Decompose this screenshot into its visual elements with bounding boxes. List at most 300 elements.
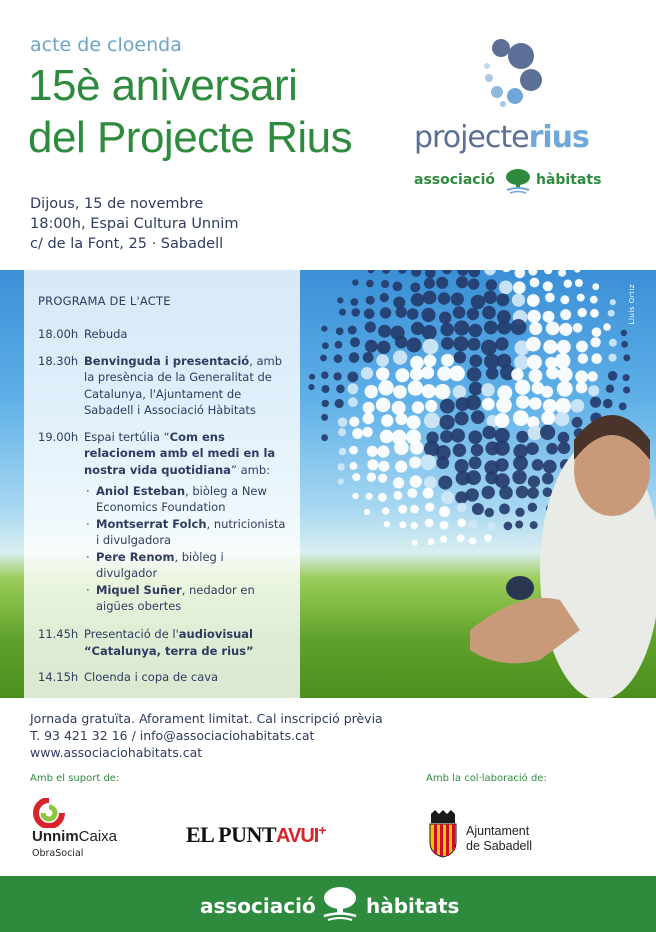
bubble: [555, 398, 571, 414]
bubble: [440, 399, 455, 414]
projecte-rius-wordmark: [414, 120, 589, 155]
bubble: [515, 508, 524, 517]
program-heading: PROGRAMA DE L'ACTE: [38, 294, 171, 308]
bubble: [496, 397, 512, 413]
bubble: [529, 535, 536, 542]
registration-note: Jornada gratuïta. Aforament limitat. Cal inscripció prèvia: [30, 711, 383, 726]
bubble: [530, 278, 540, 288]
bubble: [454, 320, 469, 335]
bubble: [606, 385, 614, 393]
bubble: [573, 323, 583, 333]
bubble: [436, 277, 448, 289]
header: [0, 0, 656, 270]
bubble: [455, 459, 469, 473]
bubble: [558, 270, 566, 277]
projecte-rius-logo: [410, 36, 610, 166]
bubble: [495, 458, 508, 471]
bubble: [482, 426, 496, 440]
bubble: [423, 291, 437, 305]
bubble: [407, 488, 417, 498]
bubble: [338, 478, 344, 484]
speaker-name: Miquel Suñer: [96, 583, 182, 597]
bubble: [546, 443, 558, 455]
bubble: [516, 486, 529, 499]
bubble: [451, 428, 465, 442]
bubble: [543, 340, 557, 354]
bubble: [623, 374, 630, 381]
bubble: [336, 327, 344, 335]
speaker-item: [84, 517, 286, 548]
bubble: [350, 298, 358, 306]
bubble: [575, 370, 588, 383]
bubble: [435, 384, 451, 400]
ajuntament-sabadell-logo: [426, 808, 586, 868]
bubble: [482, 486, 495, 499]
bubble: [424, 278, 435, 289]
bubble: [363, 402, 375, 414]
bubble: [527, 310, 540, 323]
bubble: [349, 352, 360, 363]
bubble: [335, 341, 343, 349]
bubble: [440, 521, 449, 530]
bubble: [513, 456, 528, 471]
bubble: [558, 367, 573, 382]
unnim-word: Unnim: [32, 828, 79, 845]
bubble: [457, 503, 467, 513]
bubble: [467, 367, 482, 382]
bubble: [546, 367, 559, 380]
bubble: [485, 508, 494, 517]
bubble: [528, 270, 537, 276]
bubble: [421, 308, 435, 322]
bubble: [424, 476, 437, 489]
bubble: [608, 354, 616, 362]
bubble: [469, 324, 482, 337]
bubble: [352, 428, 363, 439]
bubble: [425, 400, 437, 412]
associacio-word: associació: [414, 172, 495, 188]
bubble: [469, 382, 483, 396]
bubble: [621, 330, 627, 336]
bubble: [380, 307, 391, 318]
bubble: [526, 337, 541, 352]
bubble: [529, 322, 542, 335]
bubble: [495, 337, 508, 350]
bubble: [382, 270, 390, 274]
bubble: [469, 456, 482, 469]
support-label: Amb el suport de:: [30, 773, 120, 784]
bubble: [338, 417, 348, 427]
bubble: [351, 308, 360, 317]
bubble: [321, 414, 328, 421]
program-item: [38, 429, 286, 617]
bubble: [422, 384, 436, 398]
bubble: [382, 507, 389, 514]
bubble: [578, 353, 588, 363]
bubble: [528, 476, 540, 488]
bubble: [484, 321, 498, 335]
unnim-caixa-name: [32, 828, 117, 845]
program-rest: , amb la presència de la Generalitat de Catalunya, l'Ajuntament de Sabadell i Associació Hàbitats: [84, 353, 283, 417]
bubble: [543, 460, 557, 474]
bubble: [468, 520, 478, 530]
program-item: [38, 669, 286, 686]
bubble: [396, 306, 407, 317]
bubble: [440, 323, 454, 337]
bubble: [577, 294, 585, 302]
program-item: [38, 353, 286, 419]
footer-habitats-word: hàbitats: [366, 894, 460, 918]
coat-of-arms-icon: [428, 810, 458, 858]
bubble: [393, 282, 403, 292]
bubble: [367, 459, 378, 470]
bubble: [412, 401, 424, 413]
bubble: [495, 413, 510, 428]
bubble: [441, 491, 454, 504]
bubble: [368, 270, 375, 273]
bubble: [399, 521, 406, 528]
program-time: 14.15h: [38, 670, 79, 684]
bubble: [486, 367, 499, 380]
bubble: [578, 308, 587, 317]
bubble: [457, 270, 468, 276]
bubble: [468, 278, 479, 289]
bubble: [336, 385, 345, 394]
bubble: [409, 457, 421, 469]
bubble: [376, 398, 391, 413]
speaker-role: , biòleg a New Economics Foundation: [96, 484, 267, 514]
plus-icon: +: [318, 822, 326, 838]
bubble: [471, 444, 484, 457]
bubble: [455, 411, 469, 425]
bubble: [572, 417, 583, 428]
bubble: [515, 380, 530, 395]
bubble: [381, 280, 389, 288]
bubble: [499, 281, 513, 295]
bubble: [377, 446, 389, 458]
bubble: [557, 381, 573, 397]
program-pre: Presentació de l': [84, 627, 179, 641]
program-rest: ” amb:: [230, 462, 270, 477]
bubble: [453, 306, 466, 319]
bubble: [501, 270, 511, 272]
bubble: [308, 384, 314, 390]
bubble: [384, 521, 390, 527]
bubble: [603, 399, 613, 409]
bubble: [588, 385, 599, 396]
bubble: [484, 270, 496, 276]
bubble: [378, 474, 387, 483]
bubble: [348, 397, 358, 407]
bubble: [543, 281, 553, 291]
bubble: [363, 352, 374, 363]
speaker-name: Pere Renom: [96, 550, 175, 564]
bubble: [481, 383, 495, 397]
bubble: [410, 475, 422, 487]
bubble: [453, 444, 466, 457]
event-details: [30, 194, 238, 254]
bubble: [425, 519, 434, 528]
caixa-word: Caixa: [78, 828, 118, 845]
bubble: [392, 401, 406, 415]
bubble: [347, 372, 358, 383]
bubble: [499, 504, 510, 515]
bubble: [421, 366, 434, 379]
bubble: [468, 430, 482, 444]
bubble: [608, 371, 618, 381]
bubble: [410, 441, 424, 455]
bubble: [347, 383, 358, 394]
bubble: [621, 341, 628, 348]
bubble: [335, 399, 344, 408]
bubble: [576, 382, 588, 394]
bubble: [500, 534, 508, 542]
bubble: [350, 462, 358, 470]
bubble: [309, 374, 315, 380]
bubble: [512, 470, 526, 484]
speaker-name: Aniol Esteban: [96, 484, 186, 498]
bubble: [349, 446, 358, 455]
bubble: [338, 463, 345, 470]
bubble: [484, 534, 492, 542]
ajuntament-line-2: de Sabadell: [466, 839, 533, 853]
bubble: [380, 430, 394, 444]
ajuntament-line-1: Ajuntament: [466, 824, 530, 838]
bubble: [532, 459, 544, 471]
bubble: [499, 486, 513, 500]
bubble: [454, 351, 466, 363]
bubble: [423, 339, 439, 355]
bubble: [591, 353, 602, 364]
bubble: [337, 297, 343, 303]
bubble: [442, 270, 451, 274]
bubble: [378, 493, 387, 502]
title-line-1: 15è aniversari: [28, 61, 298, 110]
bubble: [574, 270, 581, 273]
bubble: [395, 461, 407, 473]
photo-credit: Lluís Ortiz: [628, 284, 636, 325]
bubble: [398, 270, 407, 274]
speaker-role: , biòleg i divulgador: [96, 550, 224, 580]
speaker-role: , nutricionista i divulgadora: [96, 517, 286, 547]
bubble: [559, 323, 572, 336]
bubble: [592, 327, 602, 337]
bubble: [398, 505, 407, 514]
bubble: [422, 325, 437, 340]
kicker: acte de cloenda: [30, 34, 182, 56]
bubble: [472, 503, 484, 515]
program-text: [84, 626, 286, 659]
bubble: [592, 283, 599, 290]
bubble: [590, 337, 600, 347]
program-time: 18.30h: [38, 353, 79, 368]
bubble: [367, 473, 376, 482]
bubble: [590, 296, 598, 304]
event-address: c/ de la Font, 25 · Sabadell: [30, 236, 224, 252]
bubble: [471, 410, 485, 424]
bubble: [321, 371, 329, 379]
bubble: [529, 369, 543, 383]
bubble: [449, 366, 465, 382]
obra-social: ObraSocial: [32, 848, 84, 859]
avui-word: AVUI: [276, 825, 319, 847]
ajuntament-name: [466, 824, 532, 854]
bubble: [411, 522, 418, 529]
bubble: [564, 280, 572, 288]
bubble: [381, 414, 393, 426]
bubble: [362, 427, 372, 437]
website-link[interactable]: www.associaciohabitats.cat: [30, 745, 203, 760]
bubble: [513, 410, 529, 426]
rius-word: rius: [528, 120, 589, 155]
program-panel: [24, 270, 300, 698]
bubble: [528, 426, 542, 440]
bubble: [410, 282, 420, 292]
bubble: [339, 448, 347, 456]
bubble: [527, 294, 540, 307]
bubble: [471, 295, 485, 309]
bubble: [546, 322, 560, 336]
bubble: [378, 325, 391, 338]
bubble: [560, 309, 571, 320]
bubble: [526, 442, 539, 455]
bubble: [497, 294, 510, 307]
bubble: [555, 353, 571, 369]
unnim-swirl-icon: [32, 798, 66, 828]
bubble: [365, 385, 378, 398]
bubble: [530, 521, 538, 529]
bubble: [321, 326, 327, 332]
bubble: [587, 371, 597, 381]
bubble: [468, 338, 481, 351]
bubble: [364, 509, 370, 515]
footer-associacio-word: associació: [200, 894, 316, 918]
bubble: [376, 354, 389, 367]
bubble: [407, 415, 421, 429]
bubble: [378, 380, 393, 395]
bubble: [575, 279, 583, 287]
bubble: [441, 337, 454, 350]
program-time: 19.00h: [38, 429, 79, 444]
bubble: [544, 270, 552, 274]
bubble: [352, 493, 358, 499]
bubble: [590, 397, 601, 408]
bubble: [619, 403, 627, 411]
bubble: [438, 292, 450, 304]
bubble: [364, 309, 375, 320]
unnim-caixa-logo: [30, 798, 170, 862]
bubble: [518, 540, 525, 547]
bubble: [393, 491, 402, 500]
bubble: [510, 319, 526, 335]
bubble: [440, 536, 447, 543]
contact-line: T. 93 421 32 16 / info@associaciohabitats.cat: [30, 728, 315, 743]
bubble: [469, 270, 481, 277]
program-text: [84, 429, 286, 617]
program-item: [38, 326, 286, 343]
bubble: [555, 412, 570, 427]
bubble: [425, 270, 436, 278]
bubble: [558, 432, 570, 444]
bubble: [482, 306, 496, 320]
habitats-word: hàbitats: [536, 172, 602, 188]
program-text: Rebuda: [84, 327, 128, 341]
bubble: [576, 341, 588, 353]
bubble: [494, 440, 509, 455]
program-time: 11.45h: [38, 627, 79, 641]
bubble: [366, 296, 375, 305]
bubble: [339, 309, 346, 316]
bubble: [376, 367, 389, 380]
program-text: Cloenda i copa de cava: [84, 670, 219, 684]
bubble: [411, 270, 421, 277]
bubble: [436, 456, 449, 469]
bubble: [423, 488, 434, 499]
speaker-name: Montserrat Folch: [96, 517, 207, 531]
registration-info: [30, 710, 383, 761]
bubble: [590, 309, 599, 318]
bubble: [377, 341, 390, 354]
bubble: [380, 293, 389, 302]
bubble: [527, 487, 539, 499]
bubble: [352, 279, 358, 285]
event-time-place: 18:00h, Espai Cultura Unnim: [30, 216, 239, 232]
bubble: [558, 442, 570, 454]
bubble: [333, 372, 341, 380]
bubble: [610, 299, 616, 305]
program-pre: Espai tertúlia “: [84, 429, 170, 444]
bubble: [425, 503, 434, 512]
bubble: [543, 399, 557, 413]
bubble: [412, 540, 418, 546]
bubble: [609, 339, 617, 347]
bubble: [420, 455, 436, 471]
bubble: [349, 417, 359, 427]
program-bold: Com ens relacionem amb el medi en la nostra vida quotidiana: [84, 429, 276, 477]
bubble: [504, 522, 513, 531]
bubble: [542, 473, 554, 485]
bubble: [482, 398, 495, 411]
bubble: [441, 354, 454, 367]
bubble: [410, 505, 419, 514]
bubble: [440, 415, 455, 430]
bubble: [623, 386, 630, 393]
associacio-habitats-logo: [414, 168, 614, 196]
page-title: [28, 60, 352, 164]
bubble: [395, 336, 408, 349]
bubble: [486, 279, 497, 290]
bubble: [411, 293, 424, 306]
program-text: [84, 353, 286, 419]
bubble: [334, 354, 343, 363]
bubble: [466, 395, 481, 410]
bubble: [379, 461, 390, 472]
bubble: [481, 340, 497, 356]
bubble: [543, 487, 553, 497]
speaker-role: , nedador en aigües obertes: [96, 583, 255, 613]
bubble: [321, 434, 328, 441]
bubble: [456, 276, 468, 288]
speaker-item: [84, 583, 286, 614]
bubble: [513, 281, 526, 294]
bubble: [514, 355, 529, 370]
bubble: [516, 395, 530, 409]
program-bold: audiovisual “Catalunya, terra de rius”: [84, 627, 254, 658]
bubble: [393, 350, 407, 364]
collaboration-label: Amb la col·laboració de:: [426, 773, 547, 784]
bubble: [512, 294, 525, 307]
bubble: [453, 336, 468, 351]
